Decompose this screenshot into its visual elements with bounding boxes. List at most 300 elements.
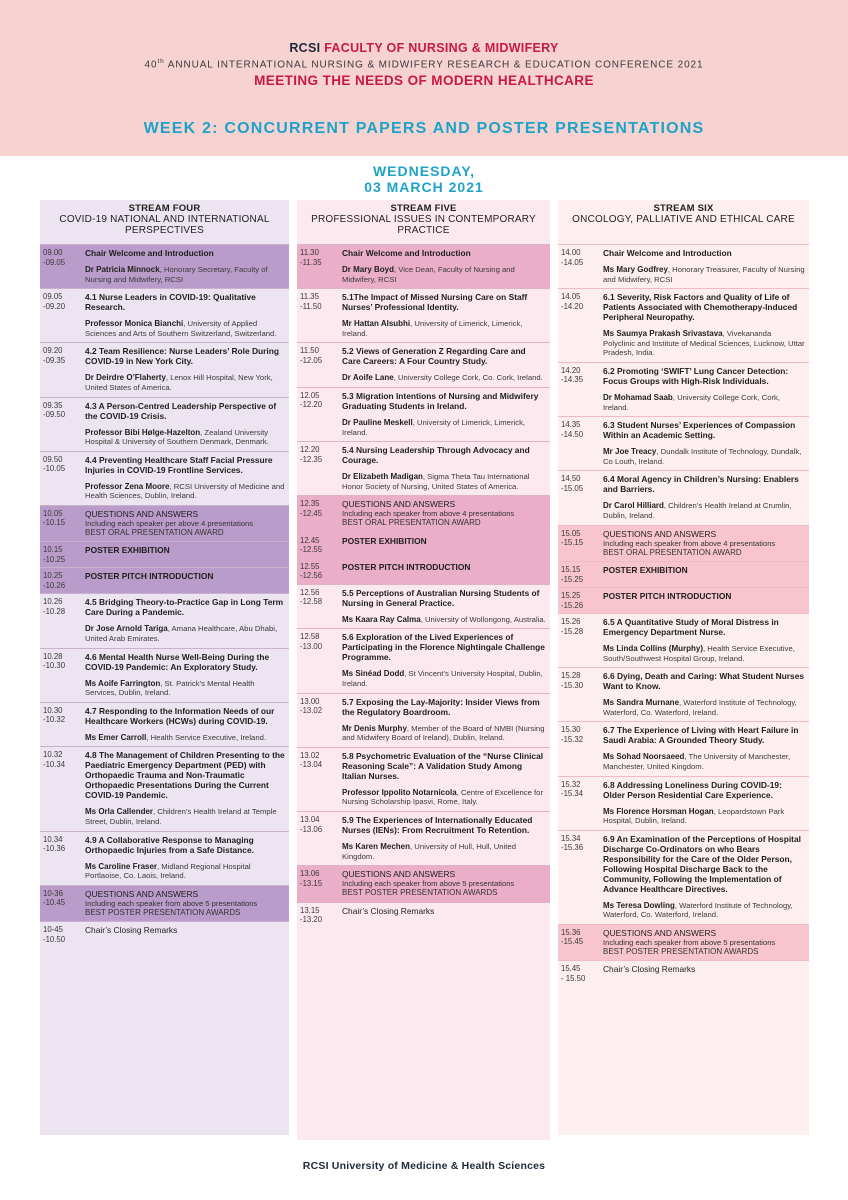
speaker-affiliation: , Health Service Executive, Ireland.	[146, 732, 266, 742]
session-title: POSTER PITCH INTRODUCTION	[85, 571, 214, 582]
session-time: 12.55 -12.56	[300, 561, 323, 581]
session-speaker	[85, 733, 285, 743]
session-row	[40, 921, 289, 947]
session-details	[83, 568, 289, 593]
session-title: QUESTIONS AND ANSWERS	[85, 508, 199, 519]
speaker-name: Ms Caroline Fraser	[85, 861, 158, 871]
speaker-name: Dr Deirdre O’Flaherty	[85, 373, 166, 383]
speaker-affiliation: , Midland Regional Hospital Portlaoise, Co. Laois, Ireland.	[85, 861, 251, 881]
speaker-name: Ms Emer Carroll	[85, 732, 147, 742]
speaker-name: Dr Mary Boyd	[342, 265, 395, 274]
session-row	[297, 558, 550, 584]
session-time: 10.25 -10.26	[43, 571, 66, 590]
session-row	[558, 776, 809, 830]
speaker-name: Dr Carol Hilliard	[603, 501, 664, 511]
session-title: 5.4 Nursing Leadership Through Advocacy and Courage.	[342, 445, 530, 466]
session-note: Including each speaker from above 4 presentations	[342, 509, 515, 519]
session-details	[83, 922, 289, 947]
session-time: 14.20 -14.35	[561, 365, 584, 385]
speaker-affiliation: , Leopardstown Park Hospital, Dublin, Ireland.	[603, 806, 785, 826]
session-row	[297, 495, 550, 532]
session-row	[297, 811, 550, 865]
session-time: 12.56 -12.58	[300, 587, 323, 607]
session-row	[297, 288, 550, 342]
session-row	[558, 721, 809, 775]
session-title: 6.3 Student Nurses’ Experiences of Compassion Within an Academic Setting.	[603, 420, 796, 441]
speaker-name: Ms Sandra Murnane	[603, 698, 680, 708]
session-time: 11.35 -11.50	[300, 292, 322, 311]
session-details	[340, 559, 550, 584]
session-list	[40, 244, 289, 947]
session-speaker	[85, 373, 285, 392]
session-row	[297, 628, 550, 692]
session-speaker	[85, 807, 285, 826]
session-details	[83, 747, 289, 830]
session-row	[558, 587, 809, 613]
speaker-name: Professor Bibi Hølge-Hazelton	[85, 427, 201, 437]
speaker-name: Ms Sinéad Dodd	[342, 669, 405, 679]
session-title: QUESTIONS AND ANSWERS	[603, 528, 717, 539]
session-details	[83, 703, 289, 747]
session-details	[83, 542, 289, 567]
session-row	[558, 613, 809, 667]
session-row	[40, 593, 289, 647]
session-title: QUESTIONS AND ANSWERS	[85, 888, 199, 899]
conference-title	[0, 58, 848, 70]
speaker-affiliation: , Children’s Health Ireland at Temple Street, Dublin, Ireland.	[85, 807, 277, 826]
session-row	[297, 902, 550, 928]
session-speaker	[603, 752, 805, 771]
session-speaker	[85, 428, 285, 447]
session-details	[340, 289, 550, 342]
session-time: 11.30 -11.35	[300, 248, 322, 267]
session-note: Including each speaker from above 5 presentations	[342, 879, 515, 889]
session-title: 4.3 A Person-Centred Leadership Perspective of the COVID-19 Crisis.	[85, 400, 277, 421]
session-time: 10.30 -10.32	[43, 705, 66, 725]
session-details	[83, 649, 289, 702]
session-time: 12.45 -12.55	[300, 535, 323, 555]
session-speaker	[342, 669, 546, 688]
conference-name: ANNUAL INTERNATIONAL NURSING & MIDWIFERY RESEARCH & EDUCATION CONFERENCE 2021	[164, 59, 704, 71]
speaker-affiliation: , University of Limerick, Limerick, Ireland.	[342, 417, 526, 437]
session-row	[297, 747, 550, 811]
session-time: 10-45 -10.50	[43, 925, 66, 944]
session-time: 15.15 -15.25	[561, 565, 584, 584]
session-title: 5.6 Exploration of the Lived Experiences of Participating in the Florence Nightingale Challenge Programme.	[342, 632, 545, 663]
session-time: 09.05 -09.20	[43, 292, 66, 311]
session-details	[83, 886, 289, 922]
session-time: 15.45 - 15.50	[561, 964, 586, 983]
session-details	[83, 289, 289, 342]
session-title: 5.7 Exposing the Lay-Majority: Insider Views from the Regulatory Boardroom.	[342, 696, 540, 717]
session-title: 4.4 Preventing Healthcare Staff Facial Pressure Injuries in COVID-19 Frontline Services.	[85, 454, 273, 475]
stream-header	[297, 200, 550, 244]
session-note: Including each speaker from above 5 presentations	[603, 937, 776, 947]
session-time: 15.32 -15.34	[561, 779, 584, 799]
session-note: Including each speaker from above 5 presentations	[85, 898, 258, 908]
session-row	[40, 567, 289, 593]
session-title: POSTER EXHIBITION	[342, 535, 427, 546]
session-details	[340, 388, 550, 441]
session-title: Chair’s Closing Remarks	[603, 964, 696, 975]
session-speaker	[85, 862, 285, 881]
session-time: 14.35 -14.50	[561, 420, 584, 439]
session-title: QUESTIONS AND ANSWERS	[342, 869, 456, 880]
speaker-affiliation: , Waterford Institute of Technology, Waterford, Co. Waterford, Ireland.	[603, 900, 793, 920]
session-details	[340, 748, 550, 811]
session-time: 10.32 -10.34	[43, 750, 66, 769]
speaker-affiliation: , University College Cork, Co. Cork, Ireland.	[393, 373, 543, 383]
session-details	[601, 588, 809, 613]
session-details	[601, 471, 809, 524]
speaker-affiliation: , University of Applied Sciences and Arts of Southern Switzerland, Switzerland.	[85, 319, 277, 338]
session-row	[558, 416, 809, 470]
session-row	[558, 561, 809, 587]
speaker-affiliation: , University of Wollongong, Australia.	[420, 614, 546, 624]
speaker-affiliation: , Waterford Institute of Technology, Waterford, Co. Waterford, Ireland.	[603, 698, 797, 717]
speaker-name: Ms Saumya Prakash Srivastava	[603, 329, 723, 339]
session-title: Chair’s Closing Remarks	[342, 905, 435, 916]
session-time: 09.50 -10.05	[43, 454, 66, 474]
speaker-name: Ms Karen Mechen	[342, 842, 411, 851]
session-row	[558, 525, 809, 562]
session-title: 4.6 Mental Health Nurse Well-Being During the COVID-19 Pandemic: An Exploratory Study.	[85, 651, 270, 672]
session-details	[340, 629, 550, 692]
speaker-affiliation: , RCSI University of Medicine and Health Sciences, Dublin, Ireland.	[85, 481, 285, 501]
session-note: Including each speaker from above 4 presentations	[603, 538, 776, 548]
session-time: 11.50 -12.05	[300, 346, 323, 365]
session-speaker	[85, 624, 285, 643]
speaker-affiliation: , Dundalk Institute of Technology, Dundalk, Co Louth, Ireland.	[603, 447, 802, 466]
session-speaker	[603, 901, 805, 920]
speaker-affiliation: , Vice Dean, Faculty of Nursing and Midwifery, RCSI	[342, 265, 515, 284]
session-title: 6.8 Addressing Loneliness During COVID-19: Older Person Residential Care Experience.	[603, 779, 782, 800]
session-title: 6.1 Severity, Risk Factors and Quality of Life of Patients Associated with Chemotherapy-Induced Peripheral Neuropathy.	[603, 292, 798, 323]
session-title: 5.5 Perceptions of Australian Nursing Students of Nursing in General Practice.	[342, 587, 540, 608]
session-details	[340, 442, 550, 495]
session-list	[297, 244, 550, 928]
speaker-affiliation: , University of Hull, Hull, United Kingdom.	[342, 842, 516, 861]
stream-name: STREAM FIVE	[390, 203, 457, 214]
session-speaker	[342, 724, 546, 743]
speaker-affiliation: , Honorary Secretary, Faculty of Nursing and Midwifery, RCSI	[85, 265, 268, 284]
speaker-name: Dr Pauline Meskell	[342, 417, 413, 427]
conference-theme: MEETING THE NEEDS OF MODERN HEALTHCARE	[254, 73, 594, 88]
speaker-name: Ms Florence Horsman Hogan	[603, 806, 714, 816]
session-time: 12.20 -12.35	[300, 445, 323, 464]
stream-six-column	[558, 200, 809, 1135]
session-details	[340, 585, 550, 629]
session-time: 15.36 -15.45	[561, 927, 584, 947]
stream-header	[558, 200, 809, 244]
speaker-name: Ms Sohad Noorsaeed	[603, 752, 685, 762]
session-details	[601, 722, 809, 775]
day-name: WEDNESDAY,	[372, 163, 476, 179]
session-speaker	[342, 472, 546, 491]
session-details	[83, 398, 289, 451]
session-row	[40, 885, 289, 922]
session-details	[340, 866, 550, 902]
session-time: 14.00 -14.05	[561, 248, 584, 267]
session-speaker	[603, 447, 805, 466]
conference-number-suffix: th	[157, 58, 165, 65]
session-row	[297, 693, 550, 747]
session-details	[601, 831, 809, 924]
stream-header	[40, 200, 289, 244]
session-title: 5.8 Psychometric Evaluation of the “Nurse Clinical Reasoning Scale”: A Validation Study Among Italian Nurses.	[342, 750, 544, 781]
session-time: 10.15 -10.25	[43, 545, 66, 564]
speaker-affiliation: , The University of Manchester, Manchester, United Kingdom.	[603, 752, 791, 771]
session-speaker	[603, 501, 805, 520]
speaker-name: Ms Orla Callender	[85, 807, 154, 817]
session-details	[340, 812, 550, 865]
stream-topic: COVID-19 NATIONAL AND INTERNATIONAL PERSPECTIVES	[59, 214, 270, 236]
session-title: POSTER PITCH INTRODUCTION	[342, 561, 471, 572]
session-title: 4.9 A Collaborative Response to Managing Orthopaedic Injuries from a Safe Distance.	[85, 834, 254, 855]
session-title: 4.8 The Management of Children Presenting to the Paediatric Emergency Department (PED) with Orthopaedic Trauma and Non-Traumatic Orthopaedic Presentations During the Current COVID-19 Pandemic.	[85, 750, 285, 801]
session-row	[558, 667, 809, 721]
speaker-affiliation: , University College Cork, Cork, Ireland.	[603, 392, 781, 412]
session-row	[297, 532, 550, 558]
session-row	[40, 342, 289, 396]
session-speaker	[603, 644, 805, 663]
session-speaker	[85, 482, 285, 501]
speaker-name: Mr Joe Treacy	[603, 447, 657, 457]
speaker-name: Dr Elizabeth Madigan	[342, 472, 423, 482]
session-row	[40, 451, 289, 505]
session-award: BEST POSTER PRESENTATION AWARDS	[85, 907, 241, 917]
session-title: QUESTIONS AND ANSWERS	[603, 927, 717, 938]
session-title: POSTER EXHIBITION	[603, 565, 688, 576]
speaker-name: Dr Aoife Lane	[342, 373, 394, 383]
page-header	[0, 0, 848, 156]
session-details	[83, 594, 289, 647]
session-title: 5.2 Views of Generation Z Regarding Care and Care Careers: A Four Country Study.	[342, 346, 526, 367]
faculty-name: FACULTY OF NURSING & MIDWIFERY	[324, 41, 559, 55]
session-award: BEST ORAL PRESENTATION AWARD	[603, 547, 742, 557]
org-name: RCSI	[289, 41, 321, 55]
speaker-affiliation: , St. Patrick’s Mental Health Services, Dublin, Ireland.	[85, 678, 255, 698]
session-details	[601, 289, 809, 362]
speaker-name: Mr Denis Murphy	[342, 723, 407, 733]
session-title: QUESTIONS AND ANSWERS	[342, 499, 456, 510]
session-title: 4.1 Nurse Leaders in COVID-19: Qualitative Research.	[85, 292, 256, 313]
speaker-name: Mr Hattan Alsubhi	[342, 319, 411, 329]
session-title: 6.5 A Quantitative Study of Moral Distress in Emergency Department Nurse.	[603, 617, 779, 638]
session-speaker	[342, 418, 546, 437]
session-time: 09.00 -09.05	[43, 248, 66, 267]
session-details	[83, 245, 289, 288]
session-row	[558, 960, 809, 986]
session-speaker	[85, 679, 285, 698]
speaker-name: Ms Teresa Dowling	[603, 900, 675, 910]
session-row	[40, 288, 289, 342]
session-speaker	[603, 265, 805, 284]
session-title: POSTER PITCH INTRODUCTION	[603, 591, 732, 602]
speaker-name: Ms Linda Collins (Murphy)	[603, 644, 703, 654]
session-details	[601, 614, 809, 667]
session-speaker	[342, 788, 546, 807]
session-row	[40, 397, 289, 451]
speaker-affiliation: , Amana Healthcare, Abu Dhabi, United Arab Emirates.	[85, 624, 278, 644]
session-time: 12.05 -12.20	[300, 390, 323, 410]
speaker-name: Ms Aoife Farrington	[85, 678, 161, 688]
session-time: 15.05 -15.15	[561, 528, 584, 548]
speaker-affiliation: , Member of the Board of NMBI (Nursing and Midwifery Board of Ireland), Dublin, Ireland.	[342, 723, 545, 743]
session-details	[601, 562, 809, 587]
session-title: POSTER EXHIBITION	[85, 545, 170, 556]
session-time: 15.30 -15.32	[561, 725, 584, 744]
speaker-affiliation: , Vivekananda Polyclinic and Institute of Medical Sciences, Lucknow, Uttar Pradesh, India.	[603, 329, 805, 358]
session-details	[83, 343, 289, 396]
session-speaker	[85, 265, 285, 284]
session-details	[83, 832, 289, 885]
session-details	[601, 417, 809, 470]
session-time: 10.34 -10.36	[43, 834, 66, 854]
session-row	[297, 584, 550, 629]
session-award: BEST ORAL PRESENTATION AWARD	[85, 527, 224, 537]
session-time: 14.50 -15.05	[561, 474, 584, 493]
speaker-affiliation: , St Vincent’s University Hospital, Dublin, Ireland.	[342, 669, 543, 689]
session-row	[297, 244, 550, 288]
session-time: 12.58 -13.00	[300, 632, 323, 651]
speaker-name: Ms Mary Godfrey	[603, 265, 668, 274]
session-row	[558, 470, 809, 524]
session-time: 10-36 -10.45	[43, 888, 66, 908]
speaker-affiliation: , Honorary Treasurer, Faculty of Nursing and Midwifery, RCSI	[603, 265, 805, 284]
session-time: 14.05 -14.20	[561, 292, 584, 311]
session-row	[558, 288, 809, 362]
session-time: 10.05 -10.15	[43, 508, 66, 528]
session-speaker	[603, 393, 805, 412]
speaker-name: Dr Mohamad Saab	[603, 392, 673, 402]
session-details	[340, 903, 550, 928]
session-row	[297, 441, 550, 495]
session-row	[297, 342, 550, 387]
session-row	[558, 924, 809, 961]
session-speaker	[603, 807, 805, 826]
session-title: 6.9 An Examination of the Perceptions of Hospital Discharge Co-Ordinators on who Bears Responsibility for the Care of the Older Person, Following Hospital Discharge Back to the Community, Following the Implementation of Advance Healthcare Directives.	[603, 833, 801, 894]
session-details	[601, 961, 809, 986]
session-title: 6.2 Promoting ‘SWIFT’ Lung Cancer Detection: Focus Groups with High-Risk Individuals.	[603, 365, 789, 386]
session-row	[40, 541, 289, 567]
session-title: 4.5 Bridging Theory-to-Practice Gap in Long Term Care During a Pandemic.	[85, 597, 284, 618]
session-row	[40, 831, 289, 885]
stream-topic: PROFESSIONAL ISSUES IN CONTEMPORARY PRACTICE	[311, 214, 536, 236]
session-row	[297, 865, 550, 902]
session-details	[601, 363, 809, 416]
session-title: 6.7 The Experience of Living with Heart Failure in Saudi Arabia: A Grounded Theory Study.	[603, 725, 799, 746]
session-time: 15.34 -15.36	[561, 833, 584, 853]
stream-five-column	[297, 200, 550, 1140]
speaker-name: Professor Monica Bianchi	[85, 319, 184, 329]
session-title: 4.7 Responding to the Information Needs of our Healthcare Workers (HCWs) during COVID-19.	[85, 705, 275, 726]
speaker-affiliation: , Zealand University Hospital & University of Southern Denmark, Denmark.	[85, 427, 269, 447]
session-title: 6.6 Dying, Death and Caring: What Student Nurses Want to Know.	[603, 671, 805, 692]
session-title: Chair Welcome and Introduction	[85, 248, 214, 258]
session-time: 12.35 -12.45	[300, 499, 323, 518]
speaker-affiliation: , Children’s Health Ireland at Crumlin, Dublin, Ireland.	[603, 501, 792, 520]
session-time: 13.06 -13.15	[300, 869, 323, 888]
session-title: Chair’s Closing Remarks	[85, 925, 178, 936]
session-note: Including each speaker per above 4 presentations	[85, 518, 254, 528]
session-speaker	[603, 329, 805, 358]
session-title: 4.2 Team Resilience: Nurse Leaders’ Role During COVID-19 in New York City.	[85, 346, 279, 367]
session-speaker	[603, 698, 805, 717]
session-title: 5.3 Migration Intentions of Nursing and Midwifery Graduating Students in Ireland.	[342, 390, 539, 411]
session-details	[601, 668, 809, 721]
day-heading	[0, 163, 848, 195]
session-details	[340, 694, 550, 747]
stream-four-column	[40, 200, 289, 1135]
day-date: 03 MARCH 2021	[364, 179, 484, 195]
session-details	[601, 777, 809, 830]
session-speaker	[342, 373, 546, 383]
speaker-affiliation: , Lenox Hill Hospital, New York, United States of America.	[85, 373, 273, 392]
session-title: 5.9 The Experiences of Internationally Educated Nurses (IENs): From Recruitment To Retention.	[342, 815, 533, 835]
session-row	[40, 702, 289, 747]
session-details	[340, 245, 550, 288]
session-details	[340, 533, 550, 558]
session-time: 09.20 -09.35	[43, 346, 66, 365]
session-row	[40, 244, 289, 288]
conference-number: 40	[144, 59, 158, 71]
speaker-affiliation: , Centre of Excellence for Nursing Scholarship Ipasvi, Rome, Italy.	[342, 787, 543, 807]
session-title: 5.1The Impact of Missed Nursing Care on Staff Nurses’ Professional Identity.	[342, 292, 528, 313]
speaker-name: Ms Kaara Ray Calma	[342, 614, 421, 624]
session-details	[83, 506, 289, 542]
speaker-name: Dr Patricia Minnock	[85, 265, 160, 274]
session-details	[83, 452, 289, 505]
speaker-affiliation: , University of Limerick, Limerick, Ireland.	[342, 319, 523, 338]
session-time: 15.25 -15.26	[561, 591, 584, 610]
speaker-name: Professor Zena Moore	[85, 481, 170, 491]
session-title: 6.4 Moral Agency in Children’s Nursing: Enablers and Barriers.	[603, 474, 799, 495]
session-list	[558, 244, 809, 986]
session-details	[601, 245, 809, 288]
footer-institution: RCSI University of Medicine & Health Sciences	[302, 1160, 546, 1172]
session-time: 13.15 -13.20	[300, 905, 323, 925]
speaker-affiliation: , Sigma Theta Tau International Honor Society of Nursing, United States of America.	[342, 472, 530, 491]
session-award: BEST ORAL PRESENTATION AWARD	[342, 518, 481, 528]
speaker-name: Dr Jose Arnold Tariga	[85, 624, 168, 634]
session-title: Chair Welcome and Introduction	[603, 248, 732, 258]
session-time: 13.00 -13.02	[300, 696, 323, 716]
session-time: 09.35 -09.50	[43, 400, 66, 420]
session-speaker	[342, 842, 546, 861]
session-row	[297, 387, 550, 441]
week-title: WEEK 2: CONCURRENT PAPERS AND POSTER PRESENTATIONS	[143, 120, 705, 137]
session-speaker	[342, 615, 546, 625]
session-time: 13.04 -13.06	[300, 815, 323, 834]
session-speaker	[342, 319, 546, 338]
session-award: BEST POSTER PRESENTATION AWARDS	[342, 888, 498, 898]
session-row	[558, 362, 809, 416]
session-row	[558, 244, 809, 288]
session-award: BEST POSTER PRESENTATION AWARDS	[603, 946, 759, 956]
stream-name: STREAM SIX	[653, 203, 714, 214]
session-time: 10.28 -10.30	[43, 651, 66, 671]
session-row	[558, 830, 809, 924]
session-details	[340, 496, 550, 532]
session-row	[40, 648, 289, 702]
speaker-affiliation: , Health Service Executive, South/Southwest Hospital Group, Ireland.	[603, 644, 795, 663]
session-time: 13.02 -13.04	[300, 750, 323, 770]
session-time: 15.28 -15.30	[561, 671, 584, 690]
session-speaker	[85, 319, 285, 338]
session-time: 10.26 -10.28	[43, 597, 66, 616]
session-speaker	[342, 265, 546, 284]
